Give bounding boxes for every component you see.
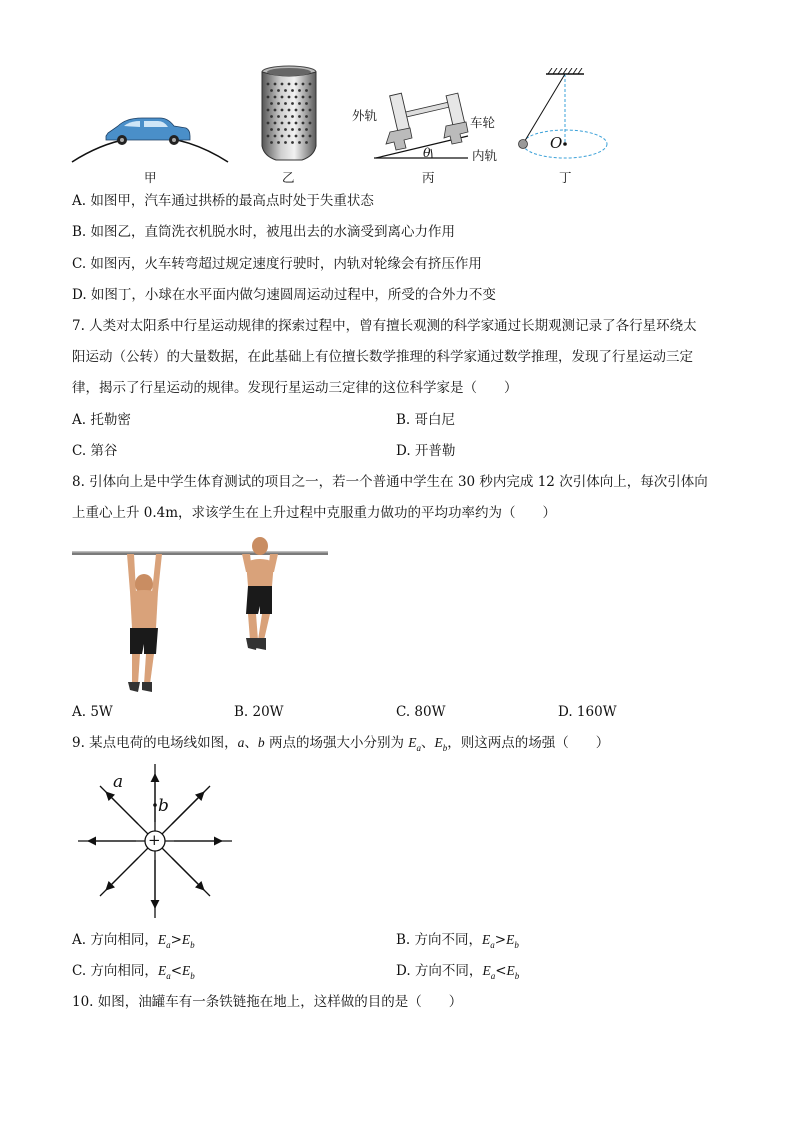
q8-option-b: B. 20W	[234, 704, 284, 720]
drum-hole	[291, 141, 294, 144]
q9-var-b: b	[257, 735, 265, 750]
car-icon	[106, 118, 190, 145]
q9-option-c-s2: b	[190, 970, 195, 981]
q9-option-b	[396, 931, 519, 955]
q9-option-a	[72, 931, 195, 955]
drum-hole	[270, 141, 273, 144]
drum-hole	[295, 83, 298, 86]
figure-caption-yi: 乙	[282, 170, 295, 185]
q9-option-a-prefix: A. 方向相同，	[72, 932, 158, 948]
drum-hole	[270, 128, 273, 131]
q9-option-d	[396, 962, 519, 986]
drum-hole	[277, 102, 280, 105]
q9-option-b-op: >	[494, 932, 507, 948]
q9-option-c-s1: a	[166, 970, 171, 981]
drum-hole	[288, 83, 291, 86]
field-label-a: a	[113, 772, 124, 792]
q9-var-a: a	[237, 735, 245, 750]
drum-hole	[298, 141, 301, 144]
drum-hole	[267, 122, 270, 125]
drum-hole	[305, 128, 308, 131]
drum-hole	[270, 89, 273, 92]
q9-option-c-E1: E	[157, 963, 167, 978]
q6-option-d: D. 如图丁，小球在水平面内做匀速圆周运动过程中，所受的合外力不变	[72, 287, 496, 303]
q6-option-a: A. 如图甲，汽车通过拱桥的最高点时处于失重状态	[72, 193, 374, 209]
q9-option-d-E2: E	[506, 963, 515, 978]
drum-hole	[302, 96, 305, 99]
q9-option-c	[72, 962, 195, 986]
label-O: O	[550, 134, 563, 152]
drum-hole	[274, 109, 277, 112]
drum-hole	[281, 96, 284, 99]
q9-option-a-s1: a	[166, 939, 171, 950]
athlete-hanging	[127, 554, 162, 692]
drum-hole	[302, 122, 305, 125]
q9-option-a-E1: E	[157, 932, 167, 947]
drum-hole	[274, 83, 277, 86]
drum-hole	[305, 89, 308, 92]
q9-option-a-E2: E	[181, 932, 191, 947]
q6-option-c: C. 如图丙，火车转弯超过规定速度行驶时，内轨对轮缘会有挤压作用	[72, 256, 482, 272]
label-outer-rail: 外轨	[352, 108, 378, 123]
drum-hole	[305, 141, 308, 144]
q8-option-a: A. 5W	[72, 704, 113, 720]
drum-hole	[309, 109, 312, 112]
drum-hole	[281, 135, 284, 138]
drum-hole	[267, 109, 270, 112]
q8-option-c: C. 80W	[396, 704, 446, 720]
drum-hole	[309, 83, 312, 86]
field-label-b: b	[158, 796, 169, 816]
drum-hole	[270, 115, 273, 118]
drum-hole	[274, 96, 277, 99]
q7-stem-line-2: 阳运动（公转）的大量数据，在此基础上有位擅长数学推理的科学家通过数学推理，发现了行星运动三定	[72, 349, 693, 365]
q9-option-b-prefix: B. 方向不同，	[396, 932, 483, 948]
q9-sep: 、	[244, 735, 258, 751]
figure-jia-car-on-bridge	[70, 100, 230, 170]
drum-hole	[302, 83, 305, 86]
drum-hole	[298, 102, 301, 105]
q9-option-d-E1: E	[482, 963, 491, 978]
q9-option-d-s2: b	[514, 970, 520, 981]
q8-stem-line-1: 8. 引体向上是中学生体育测试的项目之一，若一个普通中学生在 30 秒内完成 12 次引体向上，每次引体向	[72, 474, 708, 490]
q8-stem-line-2: 上重心上升 0.4m，求该学生在上升过程中克服重力做功的平均功率约为（ ）	[72, 505, 557, 521]
drum-hole	[295, 135, 298, 138]
q9-stem-post: ，则这两点的场强（ ）	[447, 735, 610, 751]
q9-option-a-op: >	[170, 932, 182, 948]
drum-hole	[274, 135, 277, 138]
q9-option-c-E2: E	[182, 963, 191, 978]
drum-hole	[274, 122, 277, 125]
label-wheel: 车轮	[470, 115, 496, 130]
q10-stem: 10. 如图，油罐车有一条铁链拖在地上，这样做的目的是（ ）	[72, 994, 463, 1010]
drum-hole	[291, 128, 294, 131]
q7-option-c: C. 第谷	[72, 443, 118, 459]
q9-option-c-prefix: C. 方向相同，	[72, 963, 158, 979]
q9-sep2: 、	[421, 735, 435, 751]
drum-hole	[298, 89, 301, 92]
figure-pull-up-athletes	[72, 536, 328, 696]
drum-hole	[284, 89, 287, 92]
q7-option-d: D. 开普勒	[396, 443, 456, 459]
figure-caption-bing: 丙	[422, 170, 435, 185]
figure-caption-jia: 甲	[144, 170, 157, 185]
drum-hole	[284, 115, 287, 118]
drum-hole	[267, 135, 270, 138]
figure-yi-washing-drum	[256, 64, 322, 164]
q9-option-d-prefix: D. 方向不同，	[396, 963, 483, 979]
drum-hole	[291, 102, 294, 105]
positive-charge-sign: +	[148, 831, 161, 849]
drum-hole	[267, 96, 270, 99]
drum-hole	[298, 115, 301, 118]
q9-option-b-E2: E	[506, 932, 515, 947]
drum-hole	[288, 122, 291, 125]
drum-hole	[284, 128, 287, 131]
q8-option-d: D. 160W	[558, 704, 617, 720]
drum-hole	[295, 109, 298, 112]
q9-option-b-s1: a	[490, 939, 495, 950]
q9-option-a-s2: b	[190, 939, 195, 950]
drum-hole	[295, 122, 298, 125]
drum-hole	[267, 83, 270, 86]
drum-hole	[277, 128, 280, 131]
drum-hole	[277, 89, 280, 92]
drum-hole	[288, 135, 291, 138]
drum-hole	[305, 115, 308, 118]
q9-stem-pre: 9. 某点电荷的电场线如图，	[72, 735, 238, 751]
q9-Ea: E	[408, 735, 417, 750]
label-inner-rail: 内轨	[472, 148, 498, 163]
drum-hole	[291, 115, 294, 118]
drum-hole	[302, 135, 305, 138]
drum-hole	[291, 89, 294, 92]
q9-option-b-s2: b	[514, 939, 519, 950]
drum-hole	[281, 83, 284, 86]
q9-Eb: E	[434, 735, 443, 750]
drum-hole	[277, 141, 280, 144]
drum-hole	[284, 141, 287, 144]
drum-hole	[302, 109, 305, 112]
drum-hole	[309, 122, 312, 125]
drum-hole	[270, 102, 273, 105]
drum-hole	[281, 122, 284, 125]
drum-hole	[295, 96, 298, 99]
q6-option-b: B. 如图乙，直筒洗衣机脱水时，被甩出去的水滴受到离心力作用	[72, 224, 456, 240]
q9-stem	[72, 734, 609, 758]
q7-option-a: A. 托勒密	[72, 412, 131, 428]
label-theta: θ	[423, 145, 431, 160]
drum-hole	[284, 102, 287, 105]
drum-hole	[277, 115, 280, 118]
q9-option-d-op: <	[495, 963, 507, 979]
drum-hole	[288, 109, 291, 112]
q7-stem-line-1: 7. 人类对太阳系中行星运动规律的探索过程中，曾有擅长观测的科学家通过长期观测记录了各行星环绕太	[72, 318, 697, 334]
q9-Eb-sub: b	[442, 742, 448, 753]
drum-hole	[309, 96, 312, 99]
q9-option-c-op: <	[170, 963, 182, 979]
q9-stem-mid: 两点的场强大小分别为	[264, 735, 409, 751]
drum-hole	[281, 109, 284, 112]
drum-hole	[288, 96, 291, 99]
drum-hole	[309, 135, 312, 138]
figure-caption-ding: 丁	[559, 170, 572, 185]
q7-option-b: B. 哥白尼	[396, 412, 456, 428]
drum-hole	[298, 128, 301, 131]
q7-stem-line-3: 律，揭示了行星运动的规律。发现行星运动三定律的这位科学家是（ ）	[72, 380, 518, 396]
drum-hole	[305, 102, 308, 105]
q9-option-d-s1: a	[490, 970, 496, 981]
q9-Ea-sub: a	[416, 742, 422, 753]
q9-option-b-E1: E	[482, 932, 491, 947]
